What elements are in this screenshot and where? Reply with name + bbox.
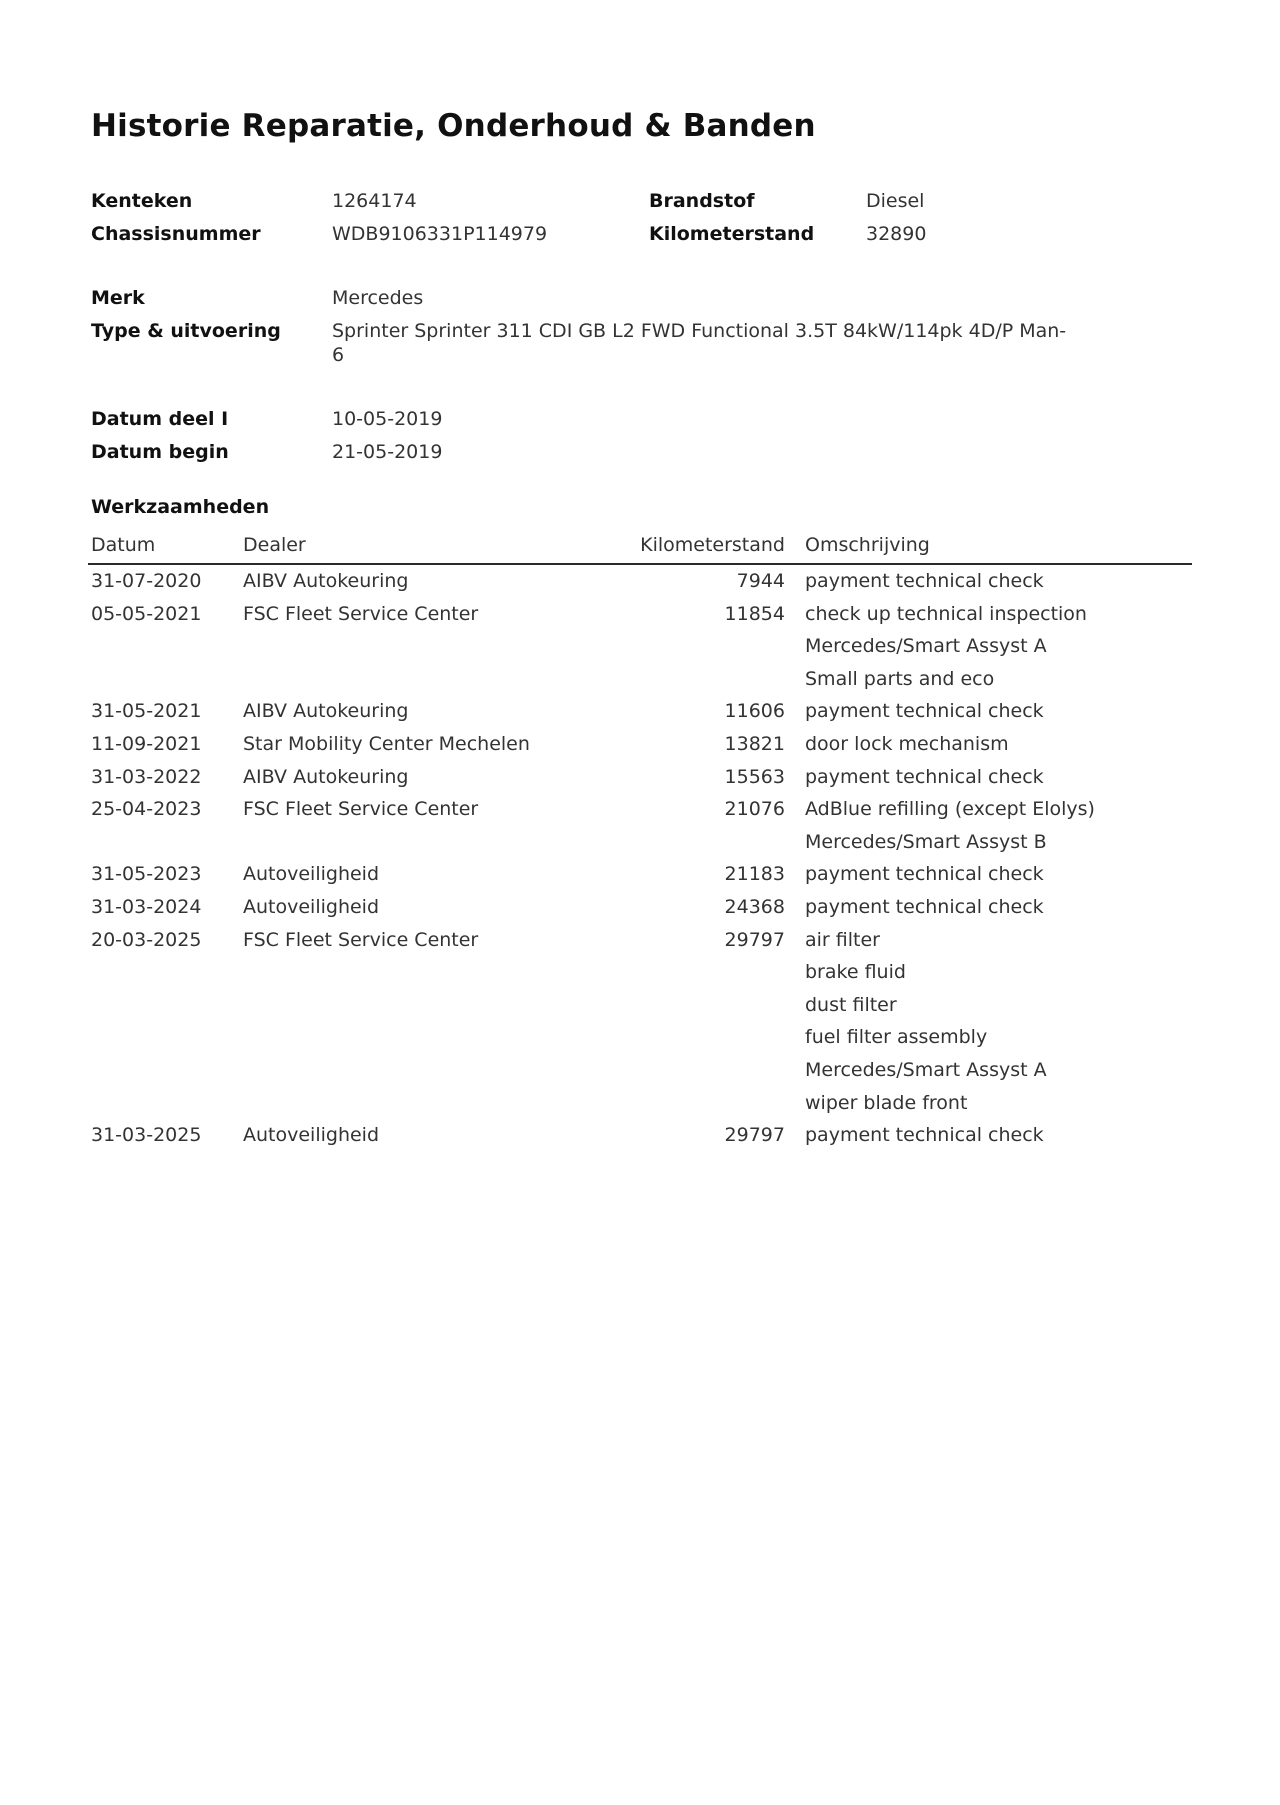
row-datum: 31-03-2024 [91, 895, 202, 918]
row-dealer: Star Mobility Center Mechelen [243, 732, 530, 755]
omschrijving-line: Mercedes/Smart Assyst B [805, 830, 1047, 853]
kilometerstand-value: 32890 [866, 223, 927, 245]
omschrijving-line: payment technical check [805, 570, 1044, 592]
row-omschrijving [805, 761, 1044, 794]
table-row [0, 858, 1280, 891]
row-dealer: Autoveiligheid [243, 863, 380, 886]
type-label: Type & uitvoering [91, 320, 281, 342]
row-kilometerstand: 11606 [724, 700, 785, 723]
werkzaamheden-title: Werkzaamheden [91, 496, 270, 518]
row-dealer: FSC Fleet Service Center [243, 928, 479, 951]
omschrijving-line: door lock mechanism [805, 732, 1009, 755]
datum-deel-value: 10-05-2019 [332, 408, 443, 430]
row-kilometerstand: 21076 [724, 798, 785, 821]
row-dealer: AIBV Autokeuring [243, 765, 409, 788]
omschrijving-line: wiper blade front [805, 1091, 968, 1114]
row-kilometerstand: 11854 [724, 602, 785, 625]
header-dealer: Dealer [243, 534, 306, 556]
kenteken-value: 1264174 [332, 190, 417, 212]
omschrijving-line: Mercedes/Smart Assyst A [805, 635, 1047, 658]
table-row [0, 695, 1280, 728]
row-datum: 31-03-2025 [91, 1124, 202, 1147]
table-row [0, 793, 1280, 858]
omschrijving-line: check up technical inspection [805, 602, 1087, 625]
table-row [0, 1119, 1280, 1152]
row-omschrijving [805, 858, 1044, 891]
row-dealer: AIBV Autokeuring [243, 700, 409, 723]
omschrijving-line: payment technical check [805, 1124, 1044, 1147]
row-datum: 31-05-2023 [91, 863, 202, 886]
chassis-label: Chassisnummer [91, 223, 261, 245]
row-datum: 31-05-2021 [91, 700, 202, 723]
row-omschrijving [805, 1119, 1044, 1152]
row-kilometerstand: 15563 [724, 765, 785, 788]
merk-label: Merk [91, 287, 145, 309]
omschrijving-line: payment technical check [805, 700, 1044, 723]
type-value: Sprinter Sprinter 311 CDI GB L2 FWD Functional 3.5T 84kW/114pk 4D/P Man-6 [332, 320, 1067, 366]
row-dealer: Autoveiligheid [243, 1124, 380, 1147]
row-kilometerstand: 29797 [724, 1124, 785, 1147]
row-omschrijving [805, 793, 1095, 858]
row-datum: 11-09-2021 [91, 732, 202, 755]
row-kilometerstand: 13821 [724, 732, 785, 755]
omschrijving-line: air filter [805, 928, 880, 951]
row-datum: 31-03-2022 [91, 765, 202, 788]
table-row [0, 891, 1280, 924]
row-datum: 25-04-2023 [91, 798, 202, 821]
omschrijving-line: payment technical check [805, 765, 1044, 788]
table-row [0, 598, 1280, 696]
table-row [0, 761, 1280, 794]
omschrijving-line: Mercedes/Smart Assyst A [805, 1058, 1047, 1081]
row-dealer: Autoveiligheid [243, 895, 380, 918]
page-title: Historie Reparatie, Onderhoud & Banden [91, 108, 816, 144]
row-datum: 05-05-2021 [91, 602, 202, 625]
row-omschrijving [805, 728, 1009, 761]
row-kilometerstand: 21183 [724, 863, 785, 886]
table-row [0, 728, 1280, 761]
row-omschrijving [805, 565, 1044, 598]
omschrijving-line: Small parts and eco [805, 667, 995, 690]
header-omschrijving: Omschrijving [805, 534, 930, 556]
row-dealer: FSC Fleet Service Center [243, 798, 479, 821]
row-omschrijving [805, 695, 1044, 728]
table-body [0, 565, 1280, 1152]
row-dealer: FSC Fleet Service Center [243, 602, 479, 625]
table-row [0, 565, 1280, 598]
datum-begin-value: 21-05-2019 [332, 441, 443, 463]
merk-value: Mercedes [332, 287, 424, 309]
row-dealer: AIBV Autokeuring [243, 570, 409, 592]
row-kilometerstand: 7944 [736, 570, 785, 592]
row-kilometerstand: 24368 [724, 895, 785, 918]
omschrijving-line: payment technical check [805, 895, 1044, 918]
datum-begin-label: Datum begin [91, 441, 229, 463]
omschrijving-line: dust filter [805, 993, 897, 1016]
row-datum: 31-07-2020 [91, 570, 202, 592]
omschrijving-line: brake fluid [805, 961, 906, 984]
omschrijving-line: AdBlue refilling (except Elolys) [805, 798, 1095, 821]
kilometerstand-label: Kilometerstand [649, 223, 815, 245]
brandstof-value: Diesel [866, 190, 925, 212]
omschrijving-line: fuel filter assembly [805, 1026, 988, 1049]
omschrijving-line: payment technical check [805, 863, 1044, 886]
brandstof-label: Brandstof [649, 190, 755, 212]
row-kilometerstand: 29797 [724, 928, 785, 951]
table-row [0, 924, 1280, 1120]
header-kilometerstand: Kilometerstand [640, 534, 785, 556]
chassis-value: WDB9106331P114979 [332, 223, 548, 245]
row-datum: 20-03-2025 [91, 928, 202, 951]
row-omschrijving [805, 924, 1047, 1120]
kenteken-label: Kenteken [91, 190, 193, 212]
header-datum: Datum [91, 534, 156, 556]
row-omschrijving [805, 891, 1044, 924]
datum-deel-label: Datum deel I [91, 408, 229, 430]
row-omschrijving [805, 598, 1087, 696]
